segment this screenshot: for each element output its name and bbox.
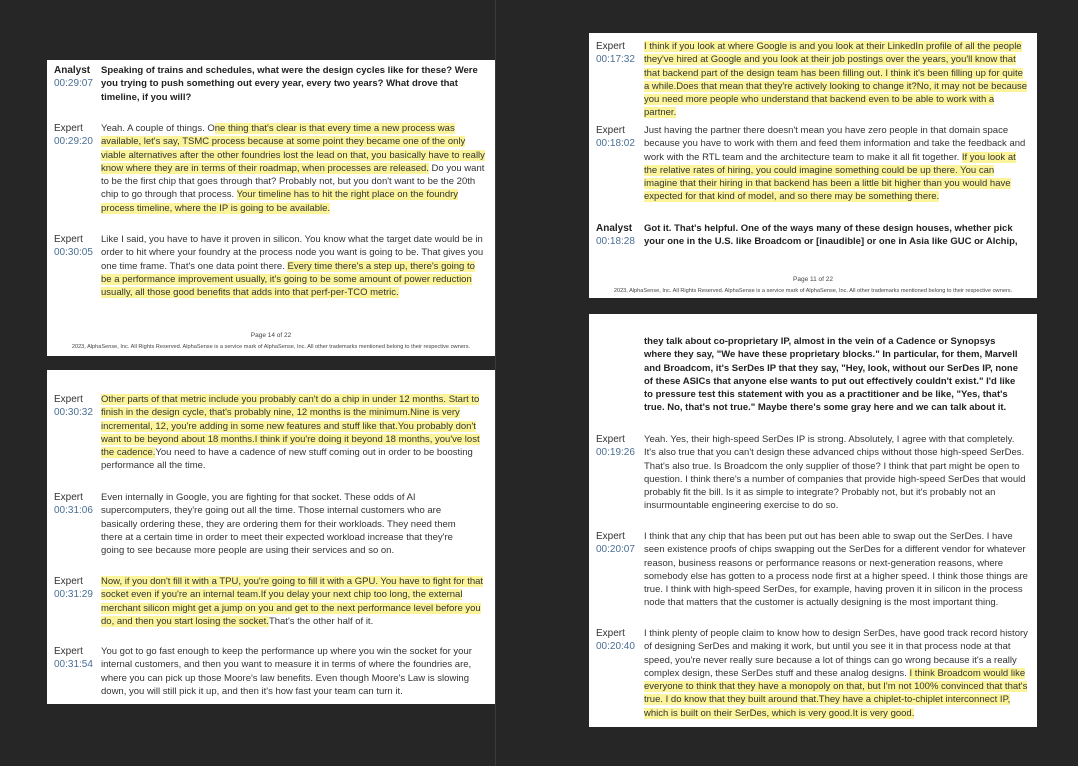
text-span: Yeah. A couple of things. O <box>101 123 215 134</box>
text-span: Got it. That's helpful. One of the ways many of these design houses, whether pick your one in the U.S. like Broadcom or [inaudible] or one in Asia like GUC or Alchip, <box>644 223 1018 248</box>
timestamp: 00:20:07 <box>596 544 635 556</box>
speaker-info <box>54 645 102 672</box>
utterance-text <box>644 335 1024 415</box>
speaker-info <box>596 433 644 460</box>
speaker-info <box>596 530 644 557</box>
speaker-info <box>596 40 644 67</box>
utterance-text <box>644 433 1028 513</box>
timestamp: 00:29:07 <box>54 78 93 90</box>
highlighted-text: Other parts of that metric include you probably can't do a chip in under 12 months. Start to finish in the design cycle, that's probably nine, 12 months is the minimum.Nine is very incremental, 12, you're adding in some new features and stuff like that.You probably don't want to be beyond about 18 months.I think if you're doing it beyond 18 months, you've lost the cadence. <box>101 394 480 459</box>
timestamp: 00:18:28 <box>596 236 635 248</box>
text-span: Speaking of trains and schedules, what were the design cycles like for these? Were you trying to push something out every year, every two years? What drove that timeline, if you will? <box>101 65 478 103</box>
text-span: Just having the partner there doesn't mean you have zero people in that domain space because you have to work with them and feed them information and take the feedback and work with the RTL team and the architecture team to make it all fit together. <box>644 125 1026 163</box>
utterance-text <box>101 393 485 473</box>
speaker-role: Analyst <box>54 65 91 76</box>
speaker-role: Expert <box>596 628 625 639</box>
timestamp: 00:31:06 <box>54 505 93 517</box>
highlighted-text: Your timeline has to hit the right place on the foundry process timeline, where the IP is going to be available. <box>101 189 459 214</box>
pdf-page-14 <box>47 60 495 356</box>
text-span: Even internally in Google, you are fighting for that socket. These odds of AI supercomputers, they're going out all the time. Those internal customers who are basically ordering these, they are ordering them for their workloads. They need them there at a certain time in order to meet their expected workload increase that they're going to see because more people are using their services and so on. <box>101 492 456 557</box>
text-span: You got to go fast enough to keep the performance up where you win the socket for your internal customers, and then you want to measure it in terms of where the foundries are, where you can pick up those Moore's law benefits. Even though Moore's Law is slowing down, you will still pick it up, and then it's how fast your team can turn it. <box>101 646 472 697</box>
utterance-text <box>101 645 485 698</box>
speaker-info <box>54 122 102 149</box>
timestamp: 00:18:02 <box>596 138 635 150</box>
pdf-page-15 <box>47 370 495 704</box>
highlighted-text: Every time there's a step up, there's going to be a performance improvement usually, it's going to be some amount of power reduction usually, all those good benefits that adds into that perf-per-TCO metric. <box>101 260 475 299</box>
speaker-role: Expert <box>54 123 83 134</box>
text-span: they talk about co-proprietary IP, almost in the vein of a Cadence or Synopsys where they say, "We have these proprietary blocks." In particular, for them, Marvell and Broadcom, it's SerDes IP that they say, "Hey, look, without our SerDes IP, none of these ASICs that anyone else wants to put out effectively couldn't exist." I'd like to pressure test this statement with you as a practitioner and be like, "Yes, that's true. No, that's not true." Maybe there's some gray here and we can talk about it. <box>644 336 1019 414</box>
speaker-role: Expert <box>54 646 83 657</box>
highlighted-text: I think if you look at where Google is and you look at their LinkedIn profile of all the people they've hired at Google and you look at their job postings over the years, you'll know that that backend part of the design team has been filling out. I think it's been filling up for quite a while.Does that mean that they're actively looking to change it?No, it may not be because you need more people who understand that backend even to be able to work with a partner. <box>644 41 1028 119</box>
timestamp: 00:31:29 <box>54 589 93 601</box>
speaker-role: Expert <box>596 41 625 52</box>
highlighted-text: If you look at the relative rates of hiring, you could imagine something could be up there. You can imagine that their hiring in that backend has been a little bit higher than you would have expected for that kind of model, and so there may be something there. <box>644 151 1016 203</box>
text-span: You need to have a cadence of new stuff coming out in order to be boosting performance all the time. <box>101 447 473 472</box>
speaker-role: Expert <box>596 531 625 542</box>
timestamp: 00:17:32 <box>596 54 635 66</box>
highlighted-text: ne thing that's clear is that every time a new process was available, let's say, TSMC process because at some point they became one of the only viable alternatives after the other foundries lost the lead on that, you basically have to really know where they are in terms of their roadmap, when processes are released. <box>101 123 485 174</box>
pdf-page-11 <box>589 33 1037 298</box>
text-span: I think that any chip that has been put out has been able to swap out the SerDes. I have seen existence proofs of chips swapping out the SerDes for a different vendor for whatever reason, business reasons or performance reasons or next-generation reasons, where somebody else has gotten to a process node first at a higher speed. I think those things are true. I think with high-speed SerDes, for example, having proven it in silicon in the process node that matters that the customer is actually designing is the most important thing. <box>644 531 1028 609</box>
timestamp: 00:29:20 <box>54 136 93 148</box>
text-span: I think plenty of people claim to know how to design SerDes, have good track record history of designing SerDes and making it work, but until you see it in that process node at that speed, you're never really sure because a lot of things can go wrong because it's a really complex design, these SerDes stuff and these analog designs. <box>644 628 1028 679</box>
timestamp: 00:31:54 <box>54 659 93 671</box>
text-span: Do you want to be the first chip that goes through that? Probably not, but you don't want to be the 20th chip to go through that process. <box>101 162 485 201</box>
speaker-info <box>596 627 644 654</box>
viewer-gutter <box>495 0 496 766</box>
speaker-role: Expert <box>596 434 625 445</box>
speaker-role: Analyst <box>596 223 633 234</box>
text-span: That's the other half of it. <box>268 615 374 627</box>
copyright-notice: 2023, AlphaSense, Inc. All Rights Reserved. AlphaSense is a service mark of AlphaSense, Inc. All other trademarks mentioned belong to their respective owners. <box>71 344 471 350</box>
timestamp: 00:19:26 <box>596 447 635 459</box>
utterance-text <box>101 233 485 299</box>
highlighted-text: Now, if you don't fill it with a TPU, you're going to fill it with a GPU. You have to fight for that socket even if you're an internal team.If you delay your next chip too long, the external merchant silicon might get a jump on you and get to the next performance level before you do, and then you start losing the socket. <box>101 576 484 627</box>
page-number: Page 14 of 22 <box>250 332 292 339</box>
timestamp: 00:20:40 <box>596 641 635 653</box>
speaker-info <box>54 233 102 260</box>
speaker-role: Expert <box>54 394 83 405</box>
timestamp: 00:30:05 <box>54 247 93 259</box>
copyright-notice: 2023, AlphaSense, Inc. All Rights Reserved. AlphaSense is a service mark of AlphaSense, Inc. All other trademarks mentioned belong to their respective owners. <box>613 288 1013 294</box>
utterance-text <box>644 124 1028 204</box>
speaker-info <box>596 222 644 249</box>
utterance-text <box>644 222 1024 249</box>
speaker-info <box>54 491 102 518</box>
speaker-role: Expert <box>596 125 625 136</box>
page-number: Page 11 of 22 <box>793 276 833 283</box>
text-span: Yeah. Yes, their high-speed SerDes IP is strong. Absolutely, I agree with that completely. It's also true that you can't design these advanced chips without those high-speed SerDes. That's also true. Is Broadcom the only supplier of those? I think that part might be open to question. I think there's a number of companies that provide high-speed SerDes that would probably fit the bill. Is it as simple to integrate? Probably not, but it's probably not an insurmountable engineering exercise to do so. <box>644 434 1026 512</box>
speaker-role: Expert <box>54 492 83 503</box>
utterance-text <box>101 491 477 557</box>
speaker-info <box>54 575 102 602</box>
utterance-text <box>644 627 1028 720</box>
speaker-info <box>54 64 102 91</box>
utterance-text <box>644 530 1028 610</box>
pdf-page-12 <box>589 314 1037 727</box>
timestamp: 00:30:32 <box>54 407 93 419</box>
utterance-text <box>101 575 485 628</box>
speaker-info <box>54 393 102 420</box>
utterance-text <box>644 40 1028 120</box>
text-span: Like I said, you have to have it proven in silicon. You know what the target date would be in order to hit where your foundry at the process node you want is going to be. That gives you one time frame. That's one data point there. <box>101 234 484 272</box>
highlighted-text: I think Broadcom would like everyone to think that they have a monopoly on that, but I'm not 100% convinced that that's true. I do know that they built around that.They have a chiplet-to-chiplet interconnect IP, which is built on their SerDes, which is very good.It is very good. <box>644 667 1028 719</box>
speaker-role: Expert <box>54 576 83 587</box>
speaker-info <box>596 124 644 151</box>
utterance-text <box>101 64 484 104</box>
speaker-role: Expert <box>54 234 83 245</box>
utterance-text <box>101 122 485 215</box>
